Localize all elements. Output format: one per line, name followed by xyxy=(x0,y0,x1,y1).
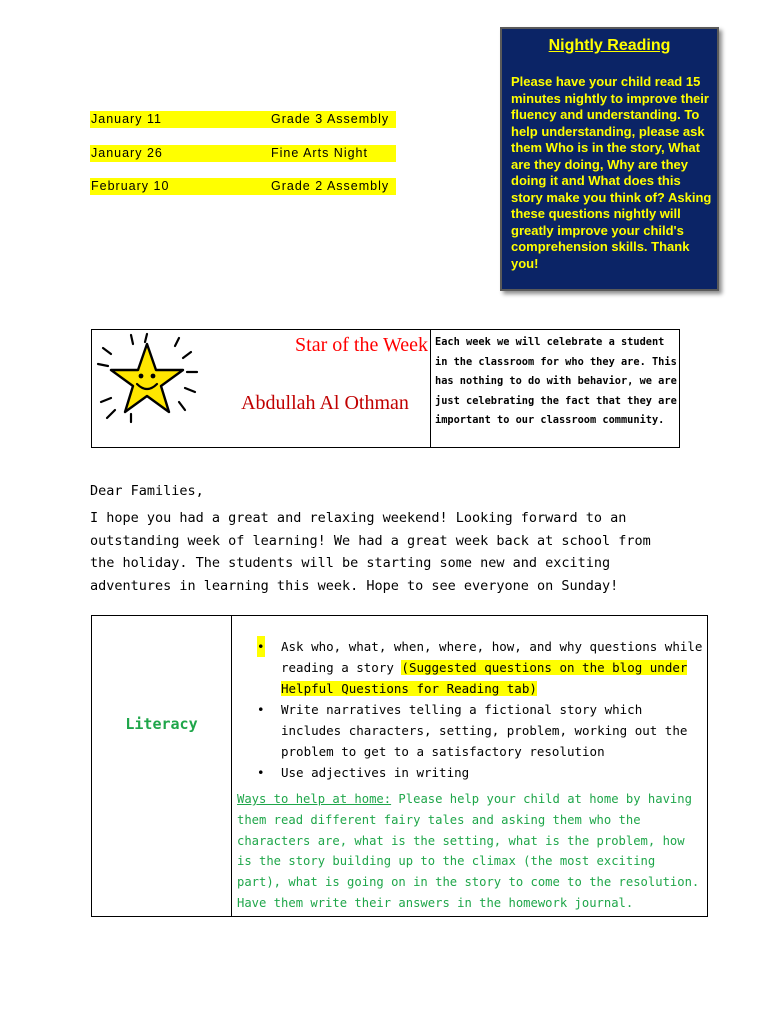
ways-to-help xyxy=(237,789,705,914)
literacy-goals-list xyxy=(237,636,705,783)
list-item xyxy=(237,762,705,783)
goal-text: Use adjectives in writing xyxy=(281,765,470,780)
list-item xyxy=(237,636,705,699)
star-student-name: Abdullah Al Othman xyxy=(241,392,409,414)
bullet-icon: • xyxy=(257,702,265,717)
star-description: Each week we will celebrate a student in the classroom for who they are. This has nothing to do with behavior, we are just celebrating the fact that they are important to our classroom community. xyxy=(435,336,677,426)
letter-body: I hope you had a great and relaxing weekend! Looking forward to an outstanding week of learning! We had a great week back at school from the holiday. The students will be starting some new and exciting adventures in learning this week. Hope to see everyone on Sunday! xyxy=(90,510,651,594)
nightly-reading-body: Please have your child read 15 minutes nightly to improve their fluency and understanding. To help understanding, please ask them Who is in the story, What are they doing, Why are they doing it and What does this story make you think of? Asking these questions nightly will greatly improve your child's comprehension skills. Thank you! xyxy=(511,74,712,271)
nightly-reading-box xyxy=(500,27,719,291)
bullet-icon: • xyxy=(257,636,265,657)
star-of-the-week-title: Star of the Week xyxy=(295,334,428,356)
table-divider xyxy=(430,330,431,447)
nightly-reading-title: Nightly Reading xyxy=(548,37,671,54)
event-name: Grade 2 Assembly xyxy=(271,179,390,193)
letter-greeting: Dear Families, xyxy=(90,483,204,499)
event-row xyxy=(90,111,396,128)
goal-text: Write narratives telling a fictional story which includes characters, setting, problem, working out the problem to get to a satisfactory resolution xyxy=(281,702,688,759)
star-of-the-week-table xyxy=(91,329,680,448)
goal-highlight: (Suggested questions on the blog under Helpful Questions for Reading tab) xyxy=(281,660,688,696)
star-icon xyxy=(95,332,219,424)
table-divider xyxy=(231,616,232,916)
event-name: Fine Arts Night xyxy=(271,146,368,160)
event-row xyxy=(90,145,396,162)
bullet-icon: • xyxy=(257,765,265,780)
list-item xyxy=(237,699,705,762)
event-date: January 11 xyxy=(91,112,162,126)
literacy-label: Literacy xyxy=(125,715,198,733)
event-date: January 26 xyxy=(91,146,163,160)
ways-to-help-body: Please help your child at home by having them read different fairy tales and asking them who the characters are, what is the setting, what is the problem, how is the story building up to the climax (the most exciting part), what is going on in the story to come to the resolution. Have them write their answers in the homework journal. xyxy=(237,792,700,910)
literacy-table xyxy=(91,615,708,917)
event-name: Grade 3 Assembly xyxy=(271,112,390,126)
event-date: February 10 xyxy=(91,179,170,193)
event-row xyxy=(90,178,396,195)
ways-to-help-heading: Ways to help at home: xyxy=(237,792,392,806)
goal-text: Ask who, what, when, where, how, and why questions while reading a story xyxy=(281,639,703,675)
